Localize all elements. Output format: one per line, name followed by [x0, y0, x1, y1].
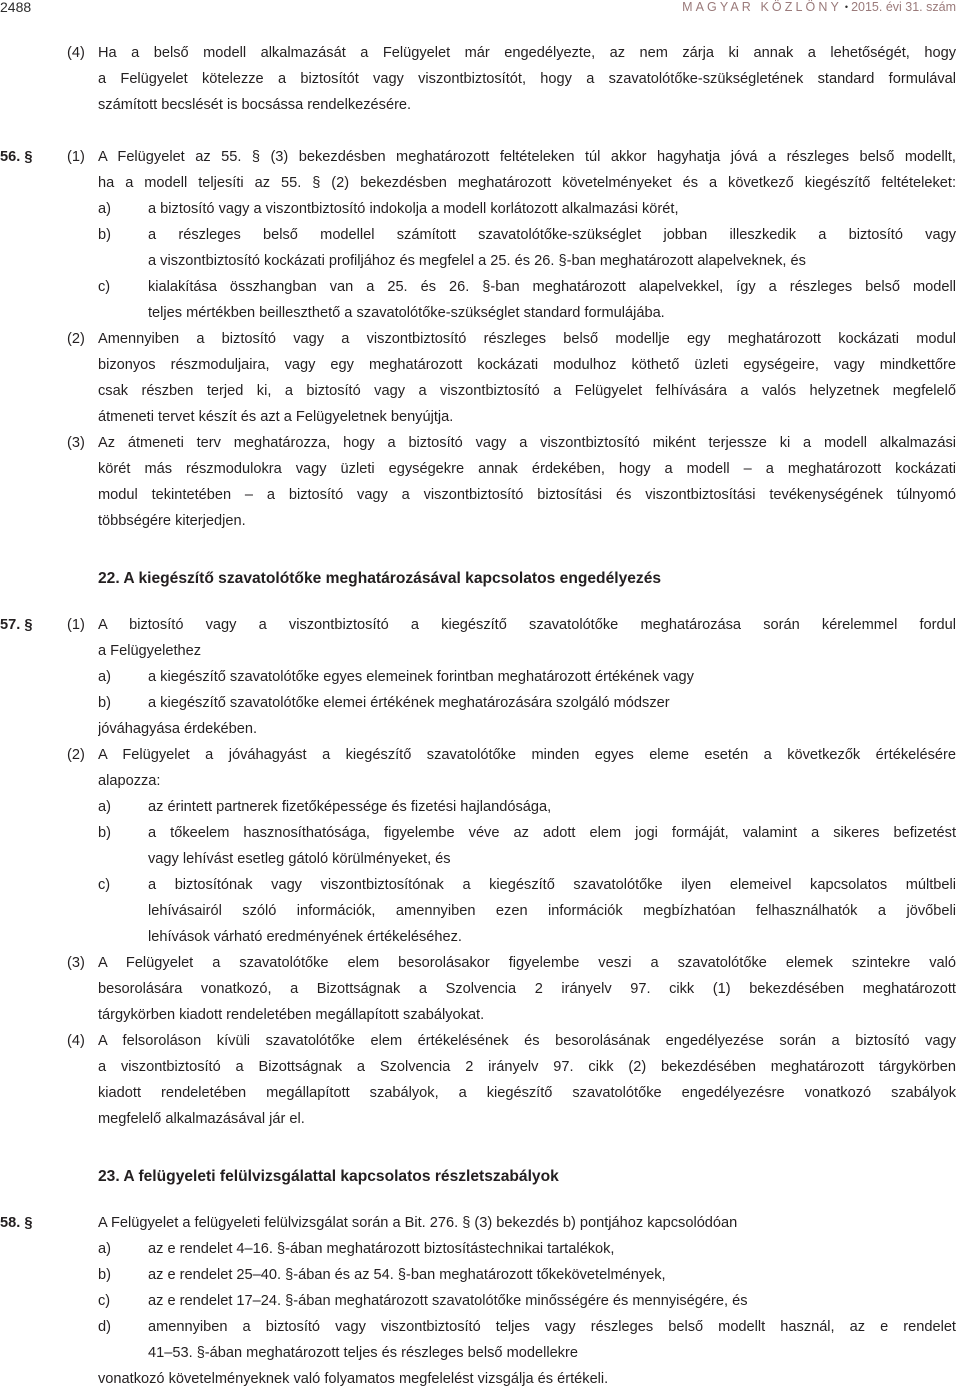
- text-line: [0, 820, 960, 846]
- text-line: [0, 456, 960, 482]
- text-line: [0, 846, 960, 872]
- line-text: Az átmeneti terv meghatározza, hogy a biztosító vagy a viszontbiztosító miként terjessze ki a modell alkalmazási: [98, 435, 956, 451]
- line-text: a Felügyelet kötelezze a biztosítót vagy viszontbiztosítót, hogy a szavatolótőke-szükségletének standard formulával: [98, 71, 956, 87]
- line-text: a kiegészítő szavatolótőke elemei értékének meghatározására szolgáló módszer: [148, 695, 670, 711]
- text-line: [0, 742, 960, 768]
- line-text: bizonyos részmoduljaira, vagy egy meghatározott kockázati modulhoz köthető üzleti egységeire, vagy mindkettőre: [98, 357, 956, 373]
- point-label: c): [98, 1293, 111, 1309]
- text-line: [0, 482, 960, 508]
- paragraph-number: (4): [67, 1033, 85, 1049]
- paragraph-number: (1): [67, 149, 85, 165]
- line-text: A biztosító vagy a viszontbiztosító a kiegészítő szavatolótőke meghatározása során kérelemmel fordul: [98, 617, 956, 633]
- line-text: vonatkozó követelményeknek való folyamatos megfelelést vizsgálja és értékeli.: [98, 1371, 609, 1387]
- text-line: [0, 1106, 960, 1132]
- point-label: c): [98, 877, 111, 893]
- line-text: teljes mértékben beilleszthető a szavatolótőke-szükséglet standard formulájába.: [148, 305, 665, 321]
- point-label: b): [98, 695, 111, 711]
- spacer: [0, 534, 960, 560]
- text-line: [0, 1366, 960, 1392]
- text-line: [0, 300, 960, 326]
- text-line: [0, 664, 960, 690]
- text-line: [0, 1054, 960, 1080]
- spacer: [0, 1132, 960, 1158]
- line-text: amennyiben a biztosító vagy viszontbiztosító teljes vagy részleges belső modellt használ, az e rendelet: [148, 1319, 956, 1335]
- line-text: a viszontbiztosító kockázati profiljához és megfelel a 25. és 26. §-ban meghatározott alapelveknek, és: [148, 253, 806, 269]
- point-label: d): [98, 1319, 111, 1335]
- text-line: [0, 508, 960, 534]
- text-line: [0, 144, 960, 170]
- issue-label: 2015. évi 31. szám: [851, 0, 956, 14]
- text-line: [0, 170, 960, 196]
- point-label: b): [98, 227, 111, 243]
- spacer: [0, 118, 960, 144]
- text-line: [0, 872, 960, 898]
- line-text: a tőkeelem hasznosíthatósága, figyelembe véve az adott elem jogi formáját, valamint a sikeres befizetést: [148, 825, 956, 841]
- line-text: ha a modell teljesíti az 55. § (2) bekezdésben meghatározott követelményeket és a következő kiegészítő feltételeket:: [98, 175, 956, 191]
- text-line: [0, 716, 960, 742]
- line-text: alapozza:: [98, 773, 161, 789]
- text-line: [0, 794, 960, 820]
- text-line: [0, 612, 960, 638]
- paragraph-number: (4): [67, 45, 85, 61]
- text-line: [0, 638, 960, 664]
- text-line: [0, 898, 960, 924]
- line-text: kiadott rendeletében megállapított szabályok, a kiegészítő szavatolótőke engedélyezésre vonatkozó szabályok: [98, 1085, 956, 1101]
- line-text: lehívásairól szóló információk, amennyiben ezen információk megbízhatóan felhasználhatók a jövőbeli: [148, 903, 956, 919]
- line-text: megfelelő alkalmazásával jár el.: [98, 1111, 305, 1127]
- text-line: [0, 768, 960, 794]
- document-body: [0, 40, 960, 1392]
- text-line: [0, 1340, 960, 1366]
- text-line: [0, 1314, 960, 1340]
- line-text: vagy lehívást esetleg gátoló körülményeket, és: [148, 851, 451, 867]
- line-text: az e rendelet 25–40. §-ában és az 54. §-ban meghatározott tőkekövetelmények,: [148, 1267, 666, 1283]
- line-text: csak részben terjed ki, a biztosító vagy a viszontbiztosító a Felügyelet felhívására a valós helyzetnek megfelelő: [98, 383, 956, 399]
- line-text: többségére kiterjedjen.: [98, 513, 246, 529]
- text-line: [0, 326, 960, 352]
- line-text: modul tekintetében – a biztosító vagy a viszontbiztosító biztosítási és viszontbiztosítási tevékenységének túlnyomó: [98, 487, 956, 503]
- line-text: A Felügyelet a felügyeleti felülvizsgálat során a Bit. 276. § (3) bekezdés b) pontjához kapcsolódóan: [98, 1215, 738, 1231]
- text-line: [0, 1002, 960, 1028]
- text-line: [0, 950, 960, 976]
- line-text: számított becslését is bocsássa rendelkezésére.: [98, 97, 412, 113]
- text-line: [0, 248, 960, 274]
- text-line: [0, 404, 960, 430]
- section-heading: 23. A felügyeleti felülvizsgálattal kapcsolatos részletszabályok: [98, 1168, 559, 1185]
- page-number: 2488: [0, 0, 32, 15]
- text-line: [0, 222, 960, 248]
- line-text: A Felügyelet a jóváhagyást a kiegészítő szavatolótőke minden egyes eleme esetén a következők értékelésére: [98, 747, 956, 763]
- text-line: [0, 976, 960, 1002]
- line-text: kialakítása összhangban van a 25. és 26. §-ban meghatározott alapelvekkel, így a részleges belső modell: [148, 279, 956, 295]
- line-text: átmeneti tervet készít és azt a Felügyeletnek benyújtja.: [98, 409, 454, 425]
- running-header: [682, 0, 956, 14]
- section-number: 58. §: [0, 1215, 33, 1231]
- line-text: a Felügyelethez: [98, 643, 202, 659]
- text-line: [0, 1210, 960, 1236]
- section-heading-row: [0, 560, 960, 586]
- line-text: jóváhagyása érdekében.: [98, 721, 258, 737]
- point-label: c): [98, 279, 111, 295]
- line-text: 41–53. §-ában meghatározott teljes és részleges belső modellekre: [148, 1345, 578, 1361]
- text-line: [0, 1236, 960, 1262]
- section-heading-row: [0, 1158, 960, 1184]
- line-text: a kiegészítő szavatolótőke egyes elemeinek forintban meghatározott értékének vagy: [148, 669, 694, 685]
- line-text: Amennyiben a biztosító vagy a viszontbiztosító részleges belső modellje egy meghatározott kockázati modul: [98, 331, 956, 347]
- text-line: [0, 92, 960, 118]
- point-label: a): [98, 669, 111, 685]
- section-heading: 22. A kiegészítő szavatolótőke meghatározásával kapcsolatos engedélyezés: [98, 570, 662, 587]
- paragraph-number: (3): [67, 435, 85, 451]
- line-text: körét más részmodulokra vagy üzleti egységekre annak érdekében, hogy a modell – a meghatározott kockázati: [98, 461, 956, 477]
- point-label: b): [98, 1267, 111, 1283]
- text-line: [0, 274, 960, 300]
- paragraph-number: (3): [67, 955, 85, 971]
- journal-name: MAGYAR KÖZLÖNY: [682, 0, 842, 14]
- paragraph-number: (2): [67, 331, 85, 347]
- line-text: az e rendelet 17–24. §-ában meghatározott szavatolótőke minősségére és mennyiségére, és: [148, 1293, 748, 1309]
- section-number: 56. §: [0, 149, 33, 165]
- page-header: [0, 0, 960, 20]
- line-text: A felsoroláson kívüli szavatolótőke elem értékelésének és besorolásának engedélyezése során a biztosító vagy: [98, 1033, 956, 1049]
- paragraph-number: (2): [67, 747, 85, 763]
- point-label: a): [98, 799, 111, 815]
- bullet-separator: •: [844, 2, 849, 12]
- text-line: [0, 430, 960, 456]
- line-text: besorolására vonatkozó, a Bizottságnak a Szolvencia 2 irányelv 97. cikk (1) bekezdésében meghatározott: [98, 981, 956, 997]
- line-text: a biztosítónak vagy viszontbiztosítónak a kiegészítő szavatolótőke ilyen elemeivel kapcsolatos múltbeli: [148, 877, 956, 893]
- text-line: [0, 1028, 960, 1054]
- text-line: [0, 352, 960, 378]
- line-text: tárgykörben kiadott rendeletében megállapított szabályokat.: [98, 1007, 485, 1023]
- text-line: [0, 924, 960, 950]
- line-text: a biztosító vagy a viszontbiztosító indokolja a modell korlátozott alkalmazási körét,: [148, 201, 679, 217]
- line-text: A Felügyelet a szavatolótőke elem besorolásakor figyelembe veszi a szavatolótőke elemek szintekre való: [98, 955, 956, 971]
- line-text: Ha a belső modell alkalmazását a Felügyelet már engedélyezte, az nem zárja ki annak a lehetőségét, hogy: [98, 45, 956, 61]
- text-line: [0, 690, 960, 716]
- section-number: 57. §: [0, 617, 33, 633]
- line-text: A Felügyelet az 55. § (3) bekezdésben meghatározott feltételeken túl akkor hagyhatja jóvá a részleges belső modellt,: [98, 149, 956, 165]
- paragraph-number: (1): [67, 617, 85, 633]
- line-text: lehívások várható eredményének értékeléséhez.: [148, 929, 462, 945]
- line-text: az érintett partnerek fizetőképessége és fizetési hajlandósága,: [148, 799, 552, 815]
- text-line: [0, 196, 960, 222]
- point-label: b): [98, 825, 111, 841]
- text-line: [0, 1080, 960, 1106]
- line-text: az e rendelet 4–16. §-ában meghatározott biztosítástechnikai tartalékok,: [148, 1241, 615, 1257]
- point-label: a): [98, 201, 111, 217]
- text-line: [0, 66, 960, 92]
- text-line: [0, 1262, 960, 1288]
- text-line: [0, 40, 960, 66]
- text-line: [0, 1288, 960, 1314]
- line-text: a részleges belső modellel számított szavatolótőke-szükséglet jobban illeszkedik a biztosító vagy: [148, 227, 956, 243]
- point-label: a): [98, 1241, 111, 1257]
- text-line: [0, 378, 960, 404]
- line-text: a viszontbiztosító a Bizottságnak a Szolvencia 2 irányelv 97. cikk (2) bekezdésében meghatározott tárgykörben: [98, 1059, 956, 1075]
